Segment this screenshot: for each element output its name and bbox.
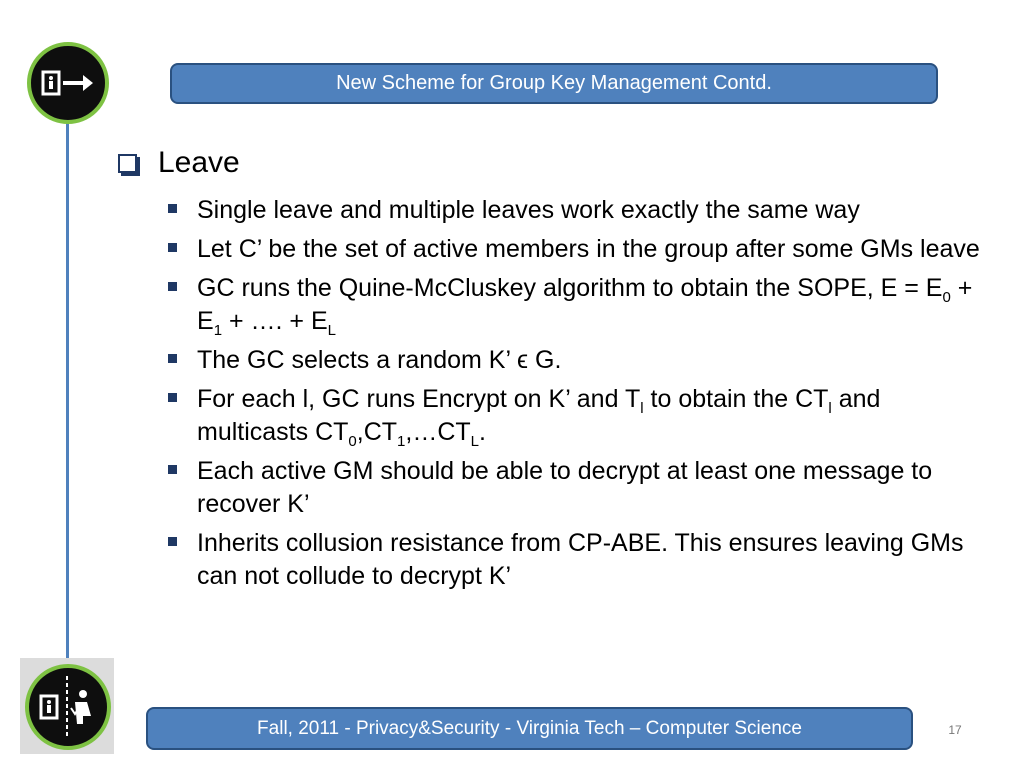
bullet-text: Let C’ be the set of active members in the group after some GMs leave (197, 235, 980, 263)
bullet-text: The GC selects a random K’ ϵ G. (197, 346, 562, 374)
level1-text: Leave (158, 146, 240, 179)
bullet-item (164, 344, 984, 377)
bullet-list (164, 194, 984, 599)
subscript: 1 (213, 322, 223, 339)
bullet-item (164, 383, 984, 449)
slide-title: New Scheme for Group Key Management Contd. (170, 63, 938, 104)
bullet-text: Each active GM should be able to decrypt at least one message to recover K’ (197, 457, 933, 518)
subscript: l (828, 400, 832, 417)
bullet-text: to obtain the CT (643, 385, 829, 413)
bullet-text: + …. + E (222, 307, 328, 335)
subscript: L (470, 433, 479, 450)
bullet-item (164, 527, 984, 593)
bullet-text: For each l, GC runs Encrypt on K’ and T (197, 385, 641, 413)
bullet-text: GC runs the Quine-McCluskey algorithm to obtain the SOPE, E = E (197, 274, 943, 302)
bullet-item (164, 455, 984, 521)
footer-bar: Fall, 2011 - Privacy&Security - Virginia Tech – Computer Science (146, 707, 913, 750)
exit-door-icon-graphic (31, 46, 105, 120)
bullet-text: ,…CT (405, 418, 471, 446)
subscript: l (640, 400, 644, 417)
page-number: 17 (948, 723, 962, 737)
bullet-item (164, 194, 984, 227)
exit-door-icon (27, 42, 109, 124)
bullet-text: Inherits collusion resistance from CP-ABE. This ensures leaving GMs can not collude to decrypt K’ (197, 529, 964, 590)
bullet-item (164, 233, 984, 266)
door-person-icon-graphic (29, 668, 107, 746)
bullet-text: + E (197, 274, 973, 335)
subscript: 0 (942, 289, 951, 306)
subscript: 0 (348, 433, 357, 450)
bullet-text: Single leave and multiple leaves work exactly the same way (197, 196, 860, 224)
bullet-text: ,CT (356, 418, 398, 446)
bullet-item (164, 272, 984, 338)
subscript: L (327, 322, 336, 339)
checkbox-bullet-icon (118, 154, 137, 173)
level1-item (118, 146, 240, 180)
subscript: 1 (397, 433, 406, 450)
vertical-timeline-line (66, 118, 69, 666)
bullet-text: . (479, 418, 486, 446)
door-person-icon (25, 664, 111, 750)
bullet-text: and multicasts CT (197, 385, 881, 446)
